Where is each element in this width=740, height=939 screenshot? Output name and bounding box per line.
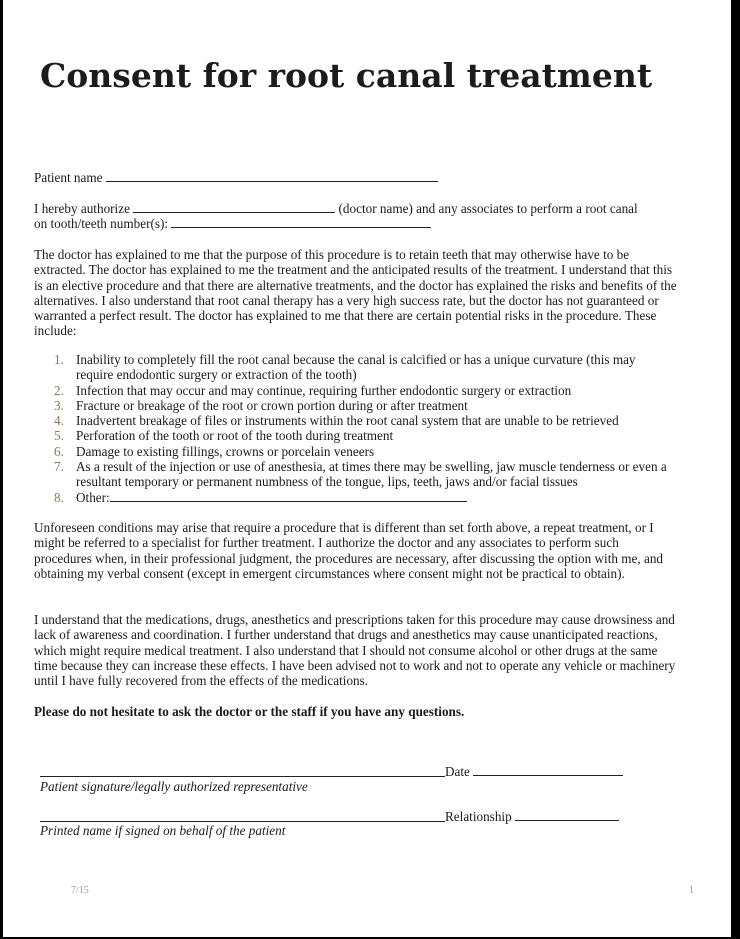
list-number: 2. (54, 382, 64, 398)
list-item (34, 413, 674, 428)
list-number: 7. (54, 459, 64, 475)
explanation-paragraph: The doctor has explained to me that the purpose of this procedure is to retain teeth that may otherwise have to be extracted. The doctor has explained to me the treatment and the anticipated results of the treatment. I understand that this is an elective procedure and that there are alternative treatments, and the doctor has explained the risks and benefits of the alternatives. I also understand that root canal therapy has a very high success rate, but the doctor has not guaranteed or warranted a perfect result. The doctor has explained to me that there are certain potential risks in the procedure. These include: (34, 247, 677, 339)
tooth-number-row (34, 216, 431, 231)
risk-text: As a result of the injection or use of anesthesia, at times there may be swelling, jaw muscle tenderness or even a resultant temporary or permanent numbness of the tongue, lips, teeth, jaws and/or facial tissues (76, 459, 667, 490)
risk-text: Inadvertent breakage of files or instruments within the root canal system that are unable to be retrieved (76, 413, 619, 429)
risk-text: Fracture or breakage of the root or crown portion during or after treatment (76, 397, 468, 413)
printed-name-caption: Printed name if signed on behalf of the patient (40, 823, 286, 838)
list-item (34, 428, 674, 443)
list-item (34, 398, 674, 413)
list-number: 4. (54, 413, 64, 429)
list-item (34, 490, 674, 505)
unforeseen-conditions-paragraph: Unforeseen conditions may arise that require a procedure that is different than set forth above, a repeat treatment, or I might be referred to a specialist for further treatment. I authorize the doctor and any associates to perform such procedures when, in their professional judgment, the procedures are necessary, after discussing the option with me, and obtaining my verbal consent (except in emergent circumstances where consent might not be practical to obtain). (34, 520, 664, 581)
risks-list (34, 352, 674, 505)
patient-name-label: Patient name (34, 170, 103, 185)
printed-name-line[interactable] (40, 821, 445, 822)
list-number: 5. (54, 428, 64, 444)
risk-text: Infection that may occur and may continue, requiring further endodontic surgery or extraction (76, 382, 572, 398)
footer-date: 7/15 (71, 885, 89, 896)
tooth-number-label: on tooth/teeth number(s): (34, 216, 169, 231)
document-title: Consent for root canal treatment (40, 56, 653, 95)
consent-document-page (3, 0, 731, 937)
risk-text: Other: (76, 489, 110, 505)
list-number: 8. (54, 489, 64, 505)
doctor-name-field[interactable] (133, 201, 335, 213)
list-number: 1. (54, 352, 64, 367)
medications-paragraph: I understand that the medications, drugs, anesthetics and prescriptions taken for this procedure may cause drowsiness and lack of awareness and coordination. I further understand that drugs and anesthetics may cause unanticipated reactions, which might require medical treatment. I also understand that I should not consume alcohol or other drugs at the same time because they can increase these effects. I have been advised not to work and not to operate any vehicle or machinery until I have fully recovered from the effects of the medications. (34, 612, 676, 689)
authorize-row (34, 201, 638, 216)
risk-text: Inability to completely fill the root canal because the canal is calcified or has a unique curvature (this may require endodontic surgery or extraction of the tooth) (76, 352, 636, 383)
list-item (34, 444, 674, 459)
list-item (34, 459, 674, 490)
page-number: 1 (689, 885, 694, 896)
other-risk-field[interactable] (110, 490, 467, 502)
list-number: 6. (54, 443, 64, 459)
list-item (34, 383, 674, 398)
risk-text: Perforation of the tooth or root of the tooth during treatment (76, 428, 394, 444)
patient-signature-line[interactable] (40, 776, 445, 777)
authorize-suffix: (doctor name) and any associates to perform a root canal (338, 201, 638, 216)
relationship-row (445, 809, 619, 824)
authorize-label: I hereby authorize (34, 201, 130, 216)
relationship-label: Relationship (445, 809, 512, 824)
risk-text: Damage to existing fillings, crowns or porcelain veneers (76, 443, 375, 459)
patient-signature-caption: Patient signature/legally authorized representative (40, 779, 308, 794)
date-row (445, 764, 623, 779)
list-item (34, 352, 674, 383)
patient-name-row (34, 170, 438, 185)
date-field[interactable] (473, 764, 623, 776)
patient-name-field[interactable] (106, 170, 438, 182)
questions-note: Please do not hesitate to ask the doctor or the staff if you have any questions. (34, 704, 465, 719)
date-label: Date (445, 764, 470, 779)
list-number: 3. (54, 397, 64, 413)
relationship-field[interactable] (515, 809, 619, 821)
tooth-number-field[interactable] (171, 216, 431, 228)
